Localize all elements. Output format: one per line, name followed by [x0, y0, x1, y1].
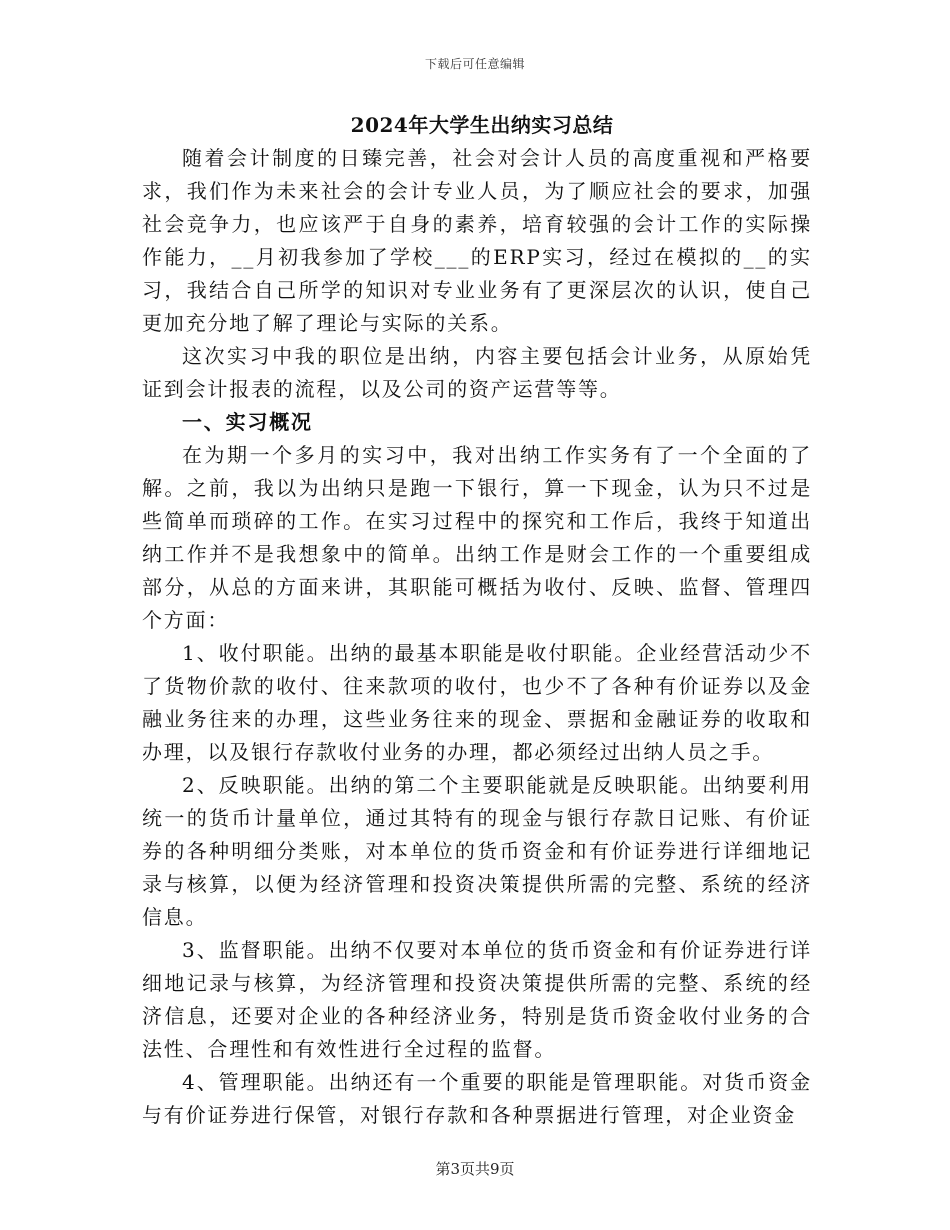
section-heading: 一、实习概况 [182, 410, 313, 434]
document-body [142, 108, 812, 1132]
header-note: 下载后可任意编辑 [424, 57, 525, 71]
body-paragraph: 3、监督职能。出纳不仅要对本单位的货币资金和有价证券进行详细地记录与核算，为经济管理和投资决策提供所需的完整、系统的经济信息，还要对企业的各种经济业务，特别是货币资金收付业务的合法性、合理性和有效性进行全过程的监督。 [142, 938, 812, 1061]
intro-paragraph: 这次实习中我的职位是出纳，内容主要包括会计业务，从原始凭证到会计报表的流程，以及公司的资产运营等等。 [142, 344, 812, 401]
document-title: 2024年大学生出纳实习总结 [350, 113, 614, 137]
body-paragraph: 4、管理职能。出纳还有一个重要的职能是管理职能。对货币资金与有价证券进行保管，对银行存款和各种票据进行管理，对企业资金 [142, 1070, 812, 1127]
body-paragraph: 2、反映职能。出纳的第二个主要职能就是反映职能。出纳要利用统一的货币计量单位，通过其特有的现金与银行存款日记账、有价证券的各种明细分类账，对本单位的货币资金和有价证券进行详细地记录与核算，以便为经济管理和投资决策提供所需的完整、系统的经济信息。 [142, 773, 812, 929]
body-paragraph: 在为期一个多月的实习中，我对出纳工作实务有了一个全面的了解。之前，我以为出纳只是跑一下银行，算一下现金，认为只不过是些简单而琐碎的工作。在实习过程中的探究和工作后，我终于知道出纳工作并不是我想象中的简单。出纳工作是财会工作的一个重要组成部分，从总的方面来讲，其职能可概括为收付、反映、监督、管理四个方面： [142, 443, 812, 632]
intro-paragraph: 随着会计制度的日臻完善，社会对会计人员的高度重视和严格要求，我们作为未来社会的会计专业人员，为了顺应社会的要求，加强社会竞争力，也应该严于自身的素养，培育较强的会计工作的实际操作能力，__月初我参加了学校___的ERP实习，经过在模拟的__的实习，我结合自己所学的知识对专业业务有了更深层次的认识，使自己更加充分地了解了理论与实际的关系。 [142, 146, 812, 335]
body-paragraph: 1、收付职能。出纳的最基本职能是收付职能。企业经营活动少不了货物价款的收付、往来款项的收付，也少不了各种有价证券以及金融业务往来的办理，这些业务往来的现金、票据和金融证券的收取和办理，以及银行存款收付业务的办理，都必须经过出纳人员之手。 [142, 641, 812, 764]
page-number: 第3页共9页 [435, 1160, 515, 1178]
